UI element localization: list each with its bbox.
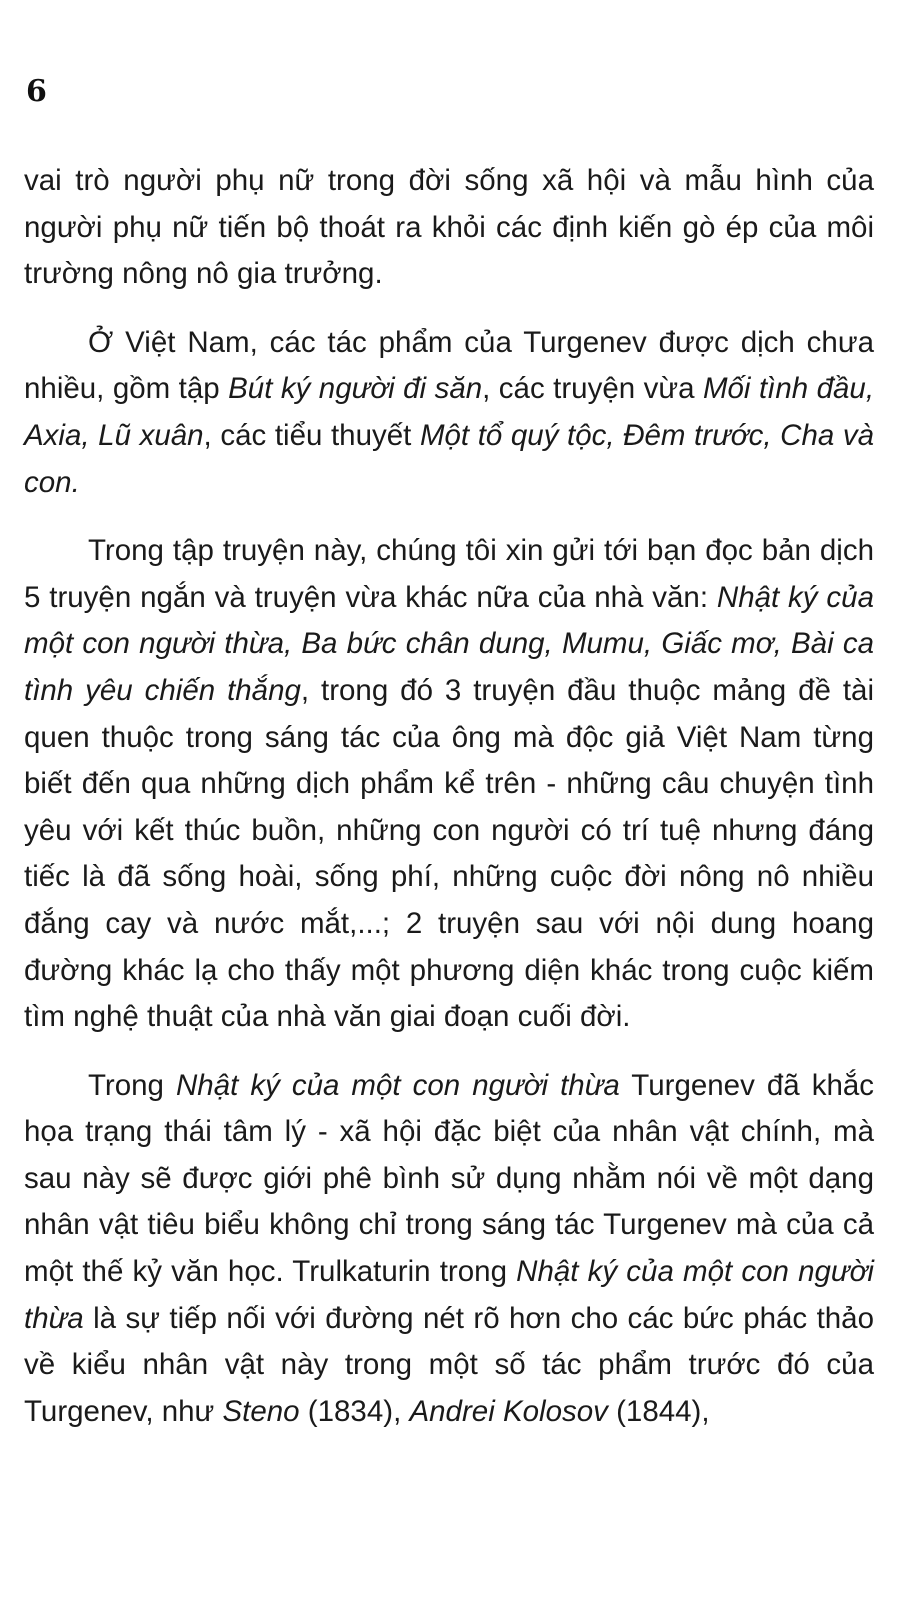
paragraph-4-title: Steno xyxy=(222,1394,300,1428)
paragraph-3-title: Nhật ký của một con người thừa, Ba bức chân dung, Mumu, Giấc mơ, Bài ca tình yêu chiến thắng xyxy=(24,580,874,707)
paragraph-1-text: vai trò người phụ nữ trong đời sống xã hội và mẫu hình của người phụ nữ tiến bộ thoát ra khỏi các định kiến gò ép của môi trường nông nô gia trưởng. xyxy=(24,164,874,291)
paragraph-3 xyxy=(24,528,874,1041)
paragraph-2-text: , các truyện vừa xyxy=(482,372,703,406)
paragraph-2-title: Mối tình đầu, Axia, Lũ xuân xyxy=(24,372,875,452)
paragraph-3-text: Trong tập truyện này, chúng tôi xin gửi tới bạn đọc bản dịch 5 truyện ngắn và truyện vừa khác nữa của nhà văn: xyxy=(24,534,874,614)
paragraph-4 xyxy=(24,1063,874,1436)
paragraph-2-title: Một tổ quý tộc, Đêm trước, Cha và con. xyxy=(24,418,874,499)
paragraph-4-text: (1834), xyxy=(299,1394,410,1428)
paragraph-1 xyxy=(24,158,874,298)
paragraph-4-title: Nhật ký của một con người thừa xyxy=(176,1068,620,1102)
paragraph-2 xyxy=(24,320,874,506)
paragraph-3-text: , trong đó 3 truyện đầu thuộc mảng đề tài quen thuộc trong sáng tác của ông mà độc giả Việt Nam từng biết đến qua những dịch phẩm kể trên - những câu chuyện tình yêu với kết thúc buồn, những con người có trí tuệ nhưng đáng tiếc là đã sống hoài, sống phí, những cuộc đời nông nô nhiều đắng cay và nước mắt,...; 2 truyện sau với nội dung hoang đường khác lạ cho thấy một phương diện khác trong cuộc kiếm tìm nghệ thuật của nhà văn giai đoạn cuối đời. xyxy=(24,673,874,1034)
paragraph-4-text: là sự tiếp nối với đường nét rõ hơn cho các bức phác thảo về kiểu nhân vật này trong một số tác phẩm trước đó của Turgenev, như xyxy=(24,1301,874,1428)
paragraph-2-text: Ở Việt Nam, các tác phẩm của Turgenev được dịch chưa nhiều, gồm tập xyxy=(24,325,874,406)
paragraph-4-text: Trong xyxy=(88,1068,176,1102)
paragraph-4-text: Turgenev đã khắc họa trạng thái tâm lý - xã hội đặc biệt của nhân vật chính, mà sau này sẽ được giới phê bình sử dụng nhằm nói về một dạng nhân vật tiêu biểu không chỉ trong sáng tác Turgenev mà của cả một thế kỷ văn học. Trulkaturin trong xyxy=(24,1068,875,1289)
paragraph-4-title: Andrei Kolosov xyxy=(409,1394,608,1428)
paragraph-2-text: , các tiểu thuyết xyxy=(203,418,420,452)
page-number: 6 xyxy=(26,74,47,109)
paragraph-2-title: Bút ký người đi săn xyxy=(228,372,483,406)
paragraph-4-text: (1844), xyxy=(607,1394,710,1428)
paragraph-4-title: Nhật ký của một con người thừa xyxy=(24,1255,874,1335)
body-text xyxy=(24,158,874,1435)
